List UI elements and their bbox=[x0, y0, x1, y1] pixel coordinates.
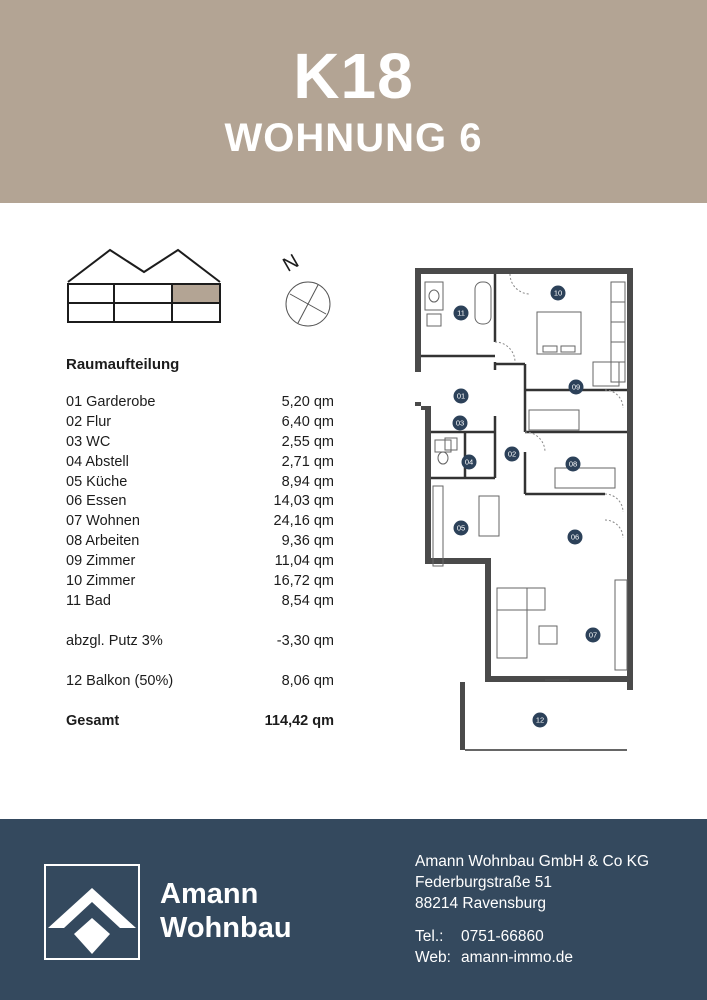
header-banner bbox=[0, 0, 707, 203]
room-name: 01 Garderobe bbox=[66, 394, 156, 410]
svg-text:03: 03 bbox=[455, 418, 465, 428]
room-name: 10 Zimmer bbox=[66, 573, 136, 590]
room-row bbox=[66, 393, 334, 413]
total-row bbox=[66, 712, 334, 732]
deduction-name: abzgl. Putz 3% bbox=[66, 632, 163, 649]
north-label: N bbox=[279, 250, 303, 277]
brand-line-1: Amann bbox=[160, 878, 259, 910]
door-swings bbox=[495, 274, 623, 538]
footer bbox=[0, 819, 707, 1000]
room-name: 07 Wohnen bbox=[66, 513, 140, 530]
floor-plan bbox=[405, 262, 641, 756]
svg-text:02: 02 bbox=[507, 449, 517, 459]
unit-highlight bbox=[173, 285, 219, 302]
room-marker bbox=[551, 286, 566, 301]
project-title: K18 bbox=[293, 40, 414, 112]
brand-line-2: Wohnbau bbox=[160, 912, 292, 945]
svg-text:12: 12 bbox=[535, 715, 545, 725]
room-area: 6,40 qm bbox=[281, 413, 334, 430]
room-row bbox=[66, 572, 334, 592]
room-marker bbox=[568, 530, 583, 545]
exterior-walls bbox=[415, 268, 633, 750]
room-area: 8,54 qm bbox=[281, 592, 334, 609]
room-marker bbox=[533, 713, 548, 728]
svg-text:09: 09 bbox=[571, 382, 581, 392]
room-marker bbox=[462, 455, 477, 470]
room-row bbox=[66, 532, 334, 552]
room-marker bbox=[454, 521, 469, 536]
svg-text:07: 07 bbox=[588, 630, 598, 640]
svg-text:08: 08 bbox=[568, 459, 578, 469]
balcony-row bbox=[66, 672, 334, 692]
total-label: Gesamt bbox=[66, 712, 120, 729]
room-area: 5,20 qm bbox=[281, 394, 334, 410]
room-area: 8,94 qm bbox=[281, 473, 334, 490]
room-list bbox=[66, 356, 334, 731]
room-marker bbox=[453, 416, 468, 431]
balcony-area: 8,06 qm bbox=[281, 672, 334, 689]
furniture bbox=[433, 282, 627, 670]
room-name: 11 Bad bbox=[66, 592, 111, 609]
room-area: 11,04 qm bbox=[274, 553, 334, 570]
room-marker bbox=[505, 447, 520, 462]
room-area: 24,16 qm bbox=[273, 513, 334, 530]
deduction-row bbox=[66, 632, 334, 652]
svg-text:05: 05 bbox=[456, 523, 466, 533]
brand-name bbox=[160, 877, 292, 945]
phone-label: Tel.: bbox=[415, 928, 444, 945]
building-position-icon bbox=[66, 246, 222, 324]
room-name: 06 Essen bbox=[66, 493, 127, 510]
svg-text:04: 04 bbox=[464, 457, 474, 467]
room-marker bbox=[454, 389, 469, 404]
room-marker bbox=[566, 457, 581, 472]
room-row bbox=[66, 592, 334, 612]
svg-text:01: 01 bbox=[456, 391, 466, 401]
room-name: 03 WC bbox=[66, 433, 111, 450]
company-logo-icon bbox=[44, 864, 140, 960]
website-link[interactable]: amann-immo.de bbox=[461, 949, 573, 966]
svg-text:10: 10 bbox=[553, 288, 563, 298]
room-area: 14,03 qm bbox=[273, 493, 334, 510]
contact-info bbox=[415, 851, 649, 968]
svg-text:11: 11 bbox=[457, 308, 465, 318]
room-marker bbox=[586, 628, 601, 643]
room-marker bbox=[569, 380, 584, 395]
room-area: 16,72 qm bbox=[273, 573, 334, 590]
street-address: Federburgstraße 51 bbox=[415, 874, 552, 891]
compass-icon bbox=[278, 248, 340, 334]
room-area: 2,71 qm bbox=[281, 453, 334, 470]
web-line bbox=[415, 947, 649, 968]
phone-number[interactable]: 0751-66860 bbox=[461, 928, 544, 945]
room-list-heading: Raumaufteilung bbox=[66, 356, 180, 373]
room-row bbox=[66, 433, 334, 453]
room-name: 05 Küche bbox=[66, 473, 128, 490]
room-name: 09 Zimmer bbox=[66, 553, 136, 570]
room-name: 08 Arbeiten bbox=[66, 533, 140, 550]
balcony-name: 12 Balkon (50%) bbox=[66, 672, 174, 689]
city-address: 88214 Ravensburg bbox=[415, 895, 546, 912]
room-row bbox=[66, 552, 334, 572]
room-row bbox=[66, 492, 334, 512]
room-marker bbox=[454, 306, 469, 321]
unit-title: WOHNUNG 6 bbox=[224, 116, 483, 160]
room-name: 02 Flur bbox=[66, 413, 112, 430]
svg-text:06: 06 bbox=[570, 532, 580, 542]
room-row bbox=[66, 473, 334, 493]
room-name: 04 Abstell bbox=[66, 453, 129, 470]
phone-line bbox=[415, 926, 649, 947]
deduction-area: -3,30 qm bbox=[276, 632, 334, 649]
room-area: 2,55 qm bbox=[281, 433, 334, 450]
room-row bbox=[66, 512, 334, 532]
web-label: Web: bbox=[415, 949, 451, 966]
room-row bbox=[66, 413, 334, 433]
interior-walls bbox=[421, 274, 627, 494]
total-area: 114,42 qm bbox=[264, 712, 334, 729]
room-area: 9,36 qm bbox=[281, 533, 334, 550]
room-markers bbox=[453, 286, 601, 728]
room-row bbox=[66, 453, 334, 473]
company-name: Amann Wohnbau GmbH & Co KG bbox=[415, 853, 650, 870]
